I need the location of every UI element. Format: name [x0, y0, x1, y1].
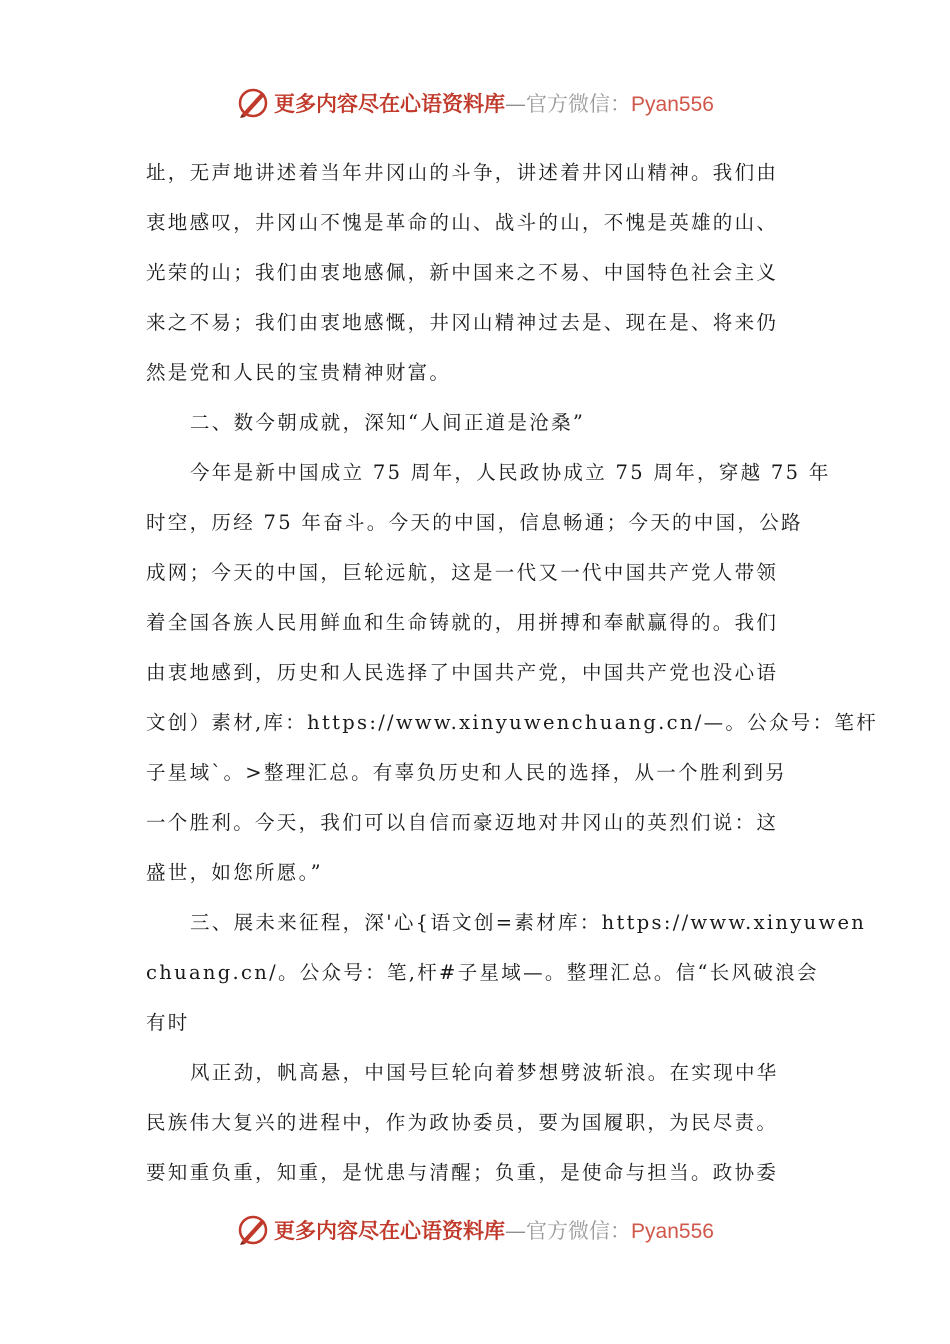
- text-line: 成网；今天的中国，巨轮远航，这是一代又一代中国共产党人带领: [146, 561, 779, 584]
- header-brand: 更多内容尽在心语资料库: [274, 91, 506, 116]
- text-line: 盛世，如您所愿。”: [146, 861, 323, 884]
- text-line: 时空，历经 75 年奋斗。今天的中国，信息畅通；今天的中国，公路: [146, 511, 803, 534]
- text-line: 子星域`。>整理汇总。有辜负历史和人民的选择，从一个胜利到另: [146, 761, 788, 784]
- footer-wechat-id: Pyan556: [631, 1220, 714, 1243]
- footer-brand: 更多内容尽在心语资料库: [274, 1218, 506, 1243]
- text-line: 衷地感叹，井冈山不愧是革命的山、战斗的山，不愧是英雄的山、: [146, 211, 779, 234]
- text-line: 然是党和人民的宝贵精神财富。: [146, 361, 452, 384]
- text-line: 光荣的山；我们由衷地感佩，新中国来之不易、中国特色社会主义: [146, 261, 779, 284]
- pen-logo-icon: [236, 86, 270, 120]
- section-heading-3: 三、展未来征程，深'心{语文创=素材库：https://www.xinyuwen: [190, 911, 867, 934]
- text-line: 风正劲，帆高悬，中国号巨轮向着梦想劈波斩浪。在实现中华: [190, 1061, 779, 1084]
- text-line: 一个胜利。今天，我们可以自信而豪迈地对井冈山的英烈们说：这: [146, 811, 779, 834]
- pen-logo-icon: [236, 1213, 270, 1247]
- document-body: [146, 148, 878, 1198]
- text-line: chuang.cn/。公众号：笔,杆#子星域—。整理汇总。信“长风破浪会: [146, 961, 819, 984]
- text-line: 要知重负重，知重，是忧患与清醒；负重，是使命与担当。政协委: [146, 1161, 779, 1184]
- text-line: 有时: [146, 1011, 190, 1034]
- text-line: 文创）素材,库：https://www.xinyuwenchuang.cn/—。公众号：笔杆: [146, 711, 878, 734]
- header-text: [274, 88, 714, 118]
- header-banner: [0, 83, 950, 123]
- footer-banner: [0, 1210, 950, 1250]
- text-line: 着全国各族人民用鲜血和生命铸就的，用拼搏和奉献赢得的。我们: [146, 611, 779, 634]
- text-line: 来之不易；我们由衷地感慨，井冈山精神过去是、现在是、将来仍: [146, 311, 779, 334]
- footer-wechat-label: 官方微信：: [526, 1219, 632, 1243]
- footer-text: [274, 1215, 714, 1245]
- header-wechat-id: Pyan556: [631, 93, 714, 116]
- text-line: 由衷地感到，历史和人民选择了中国共产党，中国共产党也没心语: [146, 661, 779, 684]
- section-heading-2: 二、数今朝成就，深知“人间正道是沧桑”: [190, 411, 586, 434]
- header-separator: —: [505, 92, 527, 116]
- header-wechat-label: 官方微信：: [526, 92, 632, 116]
- text-line: 今年是新中国成立 75 周年，人民政协成立 75 周年，穿越 75 年: [190, 461, 831, 484]
- text-line: 址，无声地讲述着当年井冈山的斗争，讲述着井冈山精神。我们由: [146, 161, 779, 184]
- text-line: 民族伟大复兴的进程中，作为政协委员，要为国履职，为民尽责。: [146, 1111, 779, 1134]
- footer-separator: —: [505, 1219, 527, 1243]
